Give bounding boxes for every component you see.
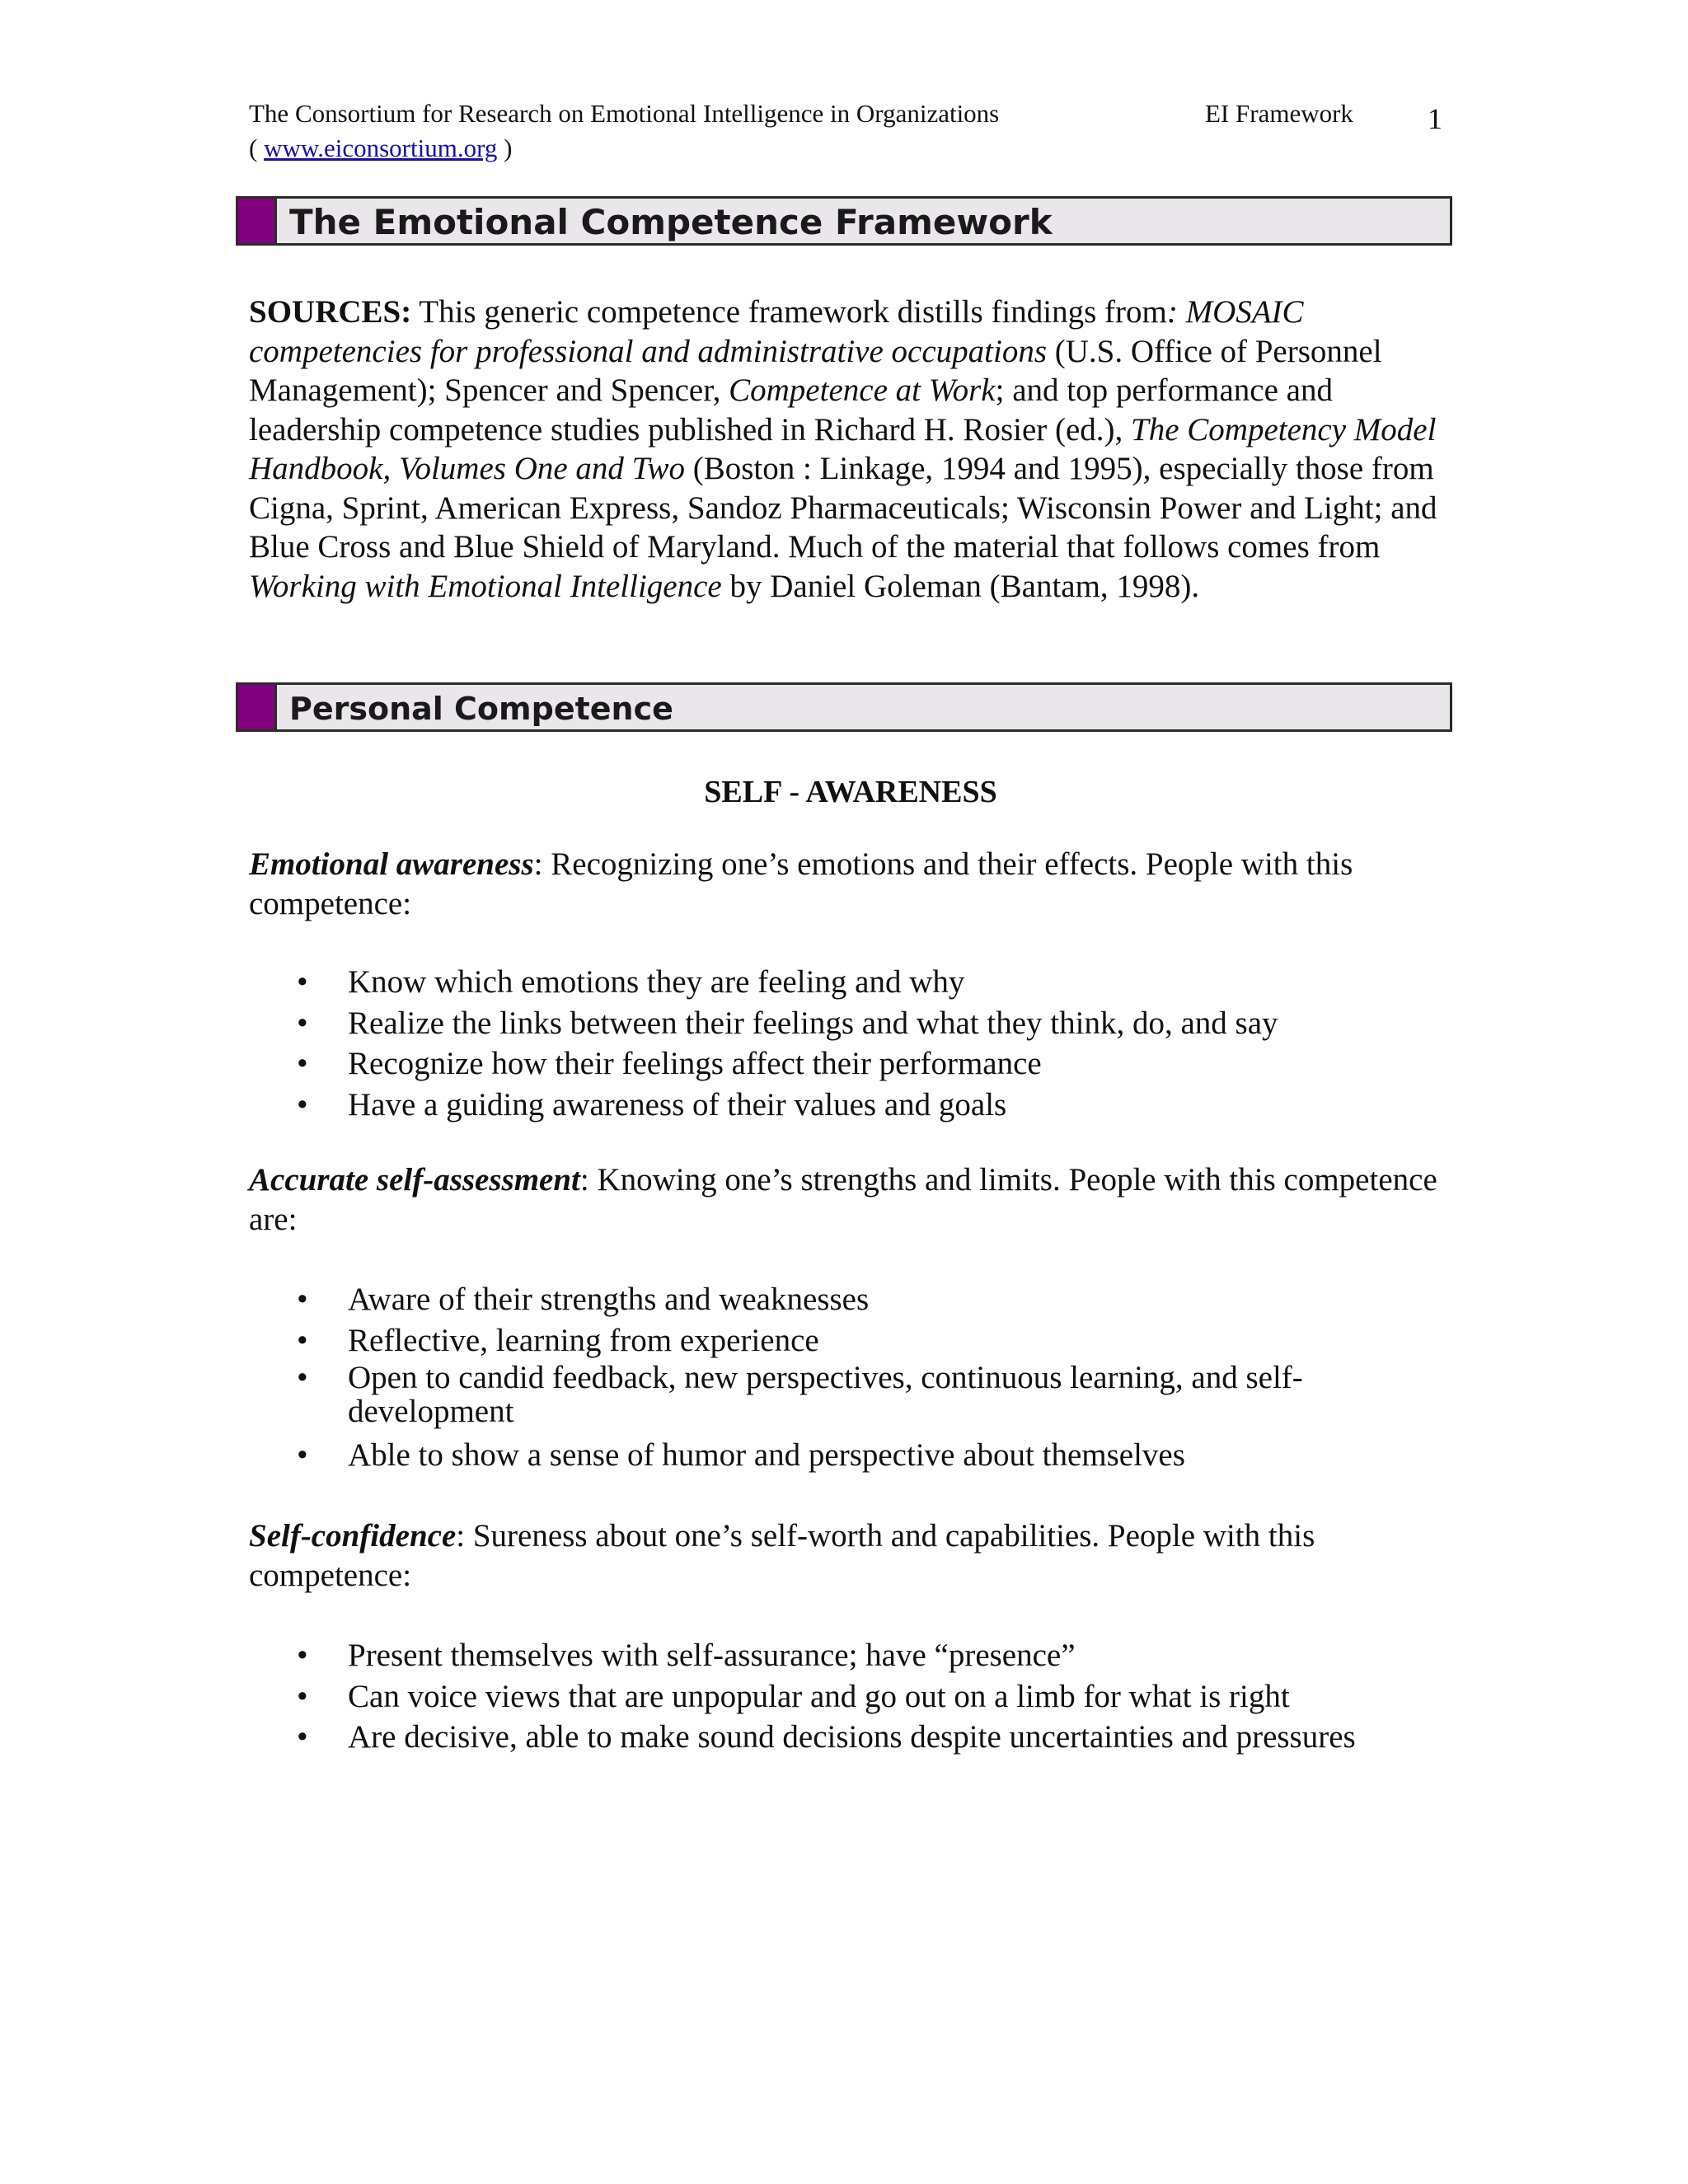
sources-text: This generic competence framework distills findings from [411, 294, 1167, 330]
title-bar [236, 196, 1452, 246]
competency-term: Accurate self-assessment [249, 1162, 580, 1197]
list-item: • Reflective, learning from experience [249, 1320, 1452, 1361]
list-item: • Realize the links between their feelings and what they think, do, and say [249, 1003, 1452, 1044]
section-title: Personal Competence [289, 691, 673, 727]
competency-term: Self-confidence [249, 1518, 457, 1554]
page-number: 1 [1428, 102, 1442, 135]
sources-paragraph [249, 293, 1452, 606]
sources-text: ; and top performance and leadership competence studies published in Richard H. Rosier (ed.), [249, 373, 1333, 448]
list-item: • Recognize how their feelings affect their performance [249, 1043, 1452, 1085]
list-item: • Open to candid feedback, new perspectives, continuous learning, and self-development [249, 1361, 1452, 1435]
competency-definition [249, 1516, 1452, 1595]
sources-text: (U.S. Office of Personnel Management); Spencer and Spencer, [249, 333, 1382, 408]
section-heading: SELF - AWARENESS [704, 775, 997, 809]
competency-term: Emotional awareness [249, 846, 534, 882]
sources-text: (Boston : Linkage, 1994 and 1995), especially those from Cigna, Sprint, American Express, Sandoz Pharmaceuticals; Wisconsin Power and Light; and Blue Cross and Blue Shield of Maryland. Much of the material that follows comes from [249, 451, 1437, 565]
sources-italic: The Competency Model Handbook, Volumes One and Two [249, 411, 1437, 486]
sources-label: SOURCES: [249, 294, 412, 330]
bullet-list [249, 1279, 1452, 1476]
url-open-paren: ( [249, 134, 265, 162]
section-bar-accent [238, 685, 277, 729]
website-link[interactable]: www.eiconsortium.org [264, 134, 498, 162]
header-doc-label: EI Framework [1205, 99, 1353, 128]
document-title: The Emotional Competence Framework [289, 202, 1053, 242]
header-organization: The Consortium for Research on Emotional Intelligence in Organizations [249, 99, 1000, 128]
title-bar-accent [238, 199, 277, 243]
list-item: • Aware of their strengths and weaknesses [249, 1279, 1452, 1320]
section-bar [236, 682, 1452, 732]
competency-description: : Knowing one’s strengths and limits. People with this competence are: [249, 1162, 1437, 1237]
list-item: • Present themselves with self-assurance; have “presence” [249, 1635, 1452, 1676]
list-item: • Able to show a sense of humor and perspective about themselves [249, 1435, 1452, 1476]
sources-italic: : MOSAIC competencies for professional and administrative occupations [249, 294, 1304, 369]
bullet-list [249, 1635, 1452, 1758]
sources-italic: Competence at Work [729, 373, 996, 408]
competency-description: : Sureness about one’s self-worth and capabilities. People with this competence: [249, 1518, 1315, 1593]
list-item: • Have a guiding awareness of their values and goals [249, 1085, 1452, 1126]
competency-definition [249, 1160, 1452, 1239]
list-item: • Know which emotions they are feeling and why [249, 962, 1452, 1003]
sources-italic: Working with Emotional Intelligence [249, 568, 722, 604]
header-url-line [249, 132, 512, 165]
bullet-list [249, 962, 1452, 1125]
sources-text: by Daniel Goleman (Bantam, 1998). [721, 568, 1200, 604]
list-item: • Can voice views that are unpopular and go out on a limb for what is right [249, 1676, 1452, 1718]
competency-description: : Recognizing one’s emotions and their effects. People with this competence: [249, 846, 1353, 921]
list-item: • Are decisive, able to make sound decisions despite uncertainties and pressures [249, 1717, 1452, 1758]
competency-definition [249, 845, 1452, 923]
url-close-paren: ) [497, 134, 513, 162]
